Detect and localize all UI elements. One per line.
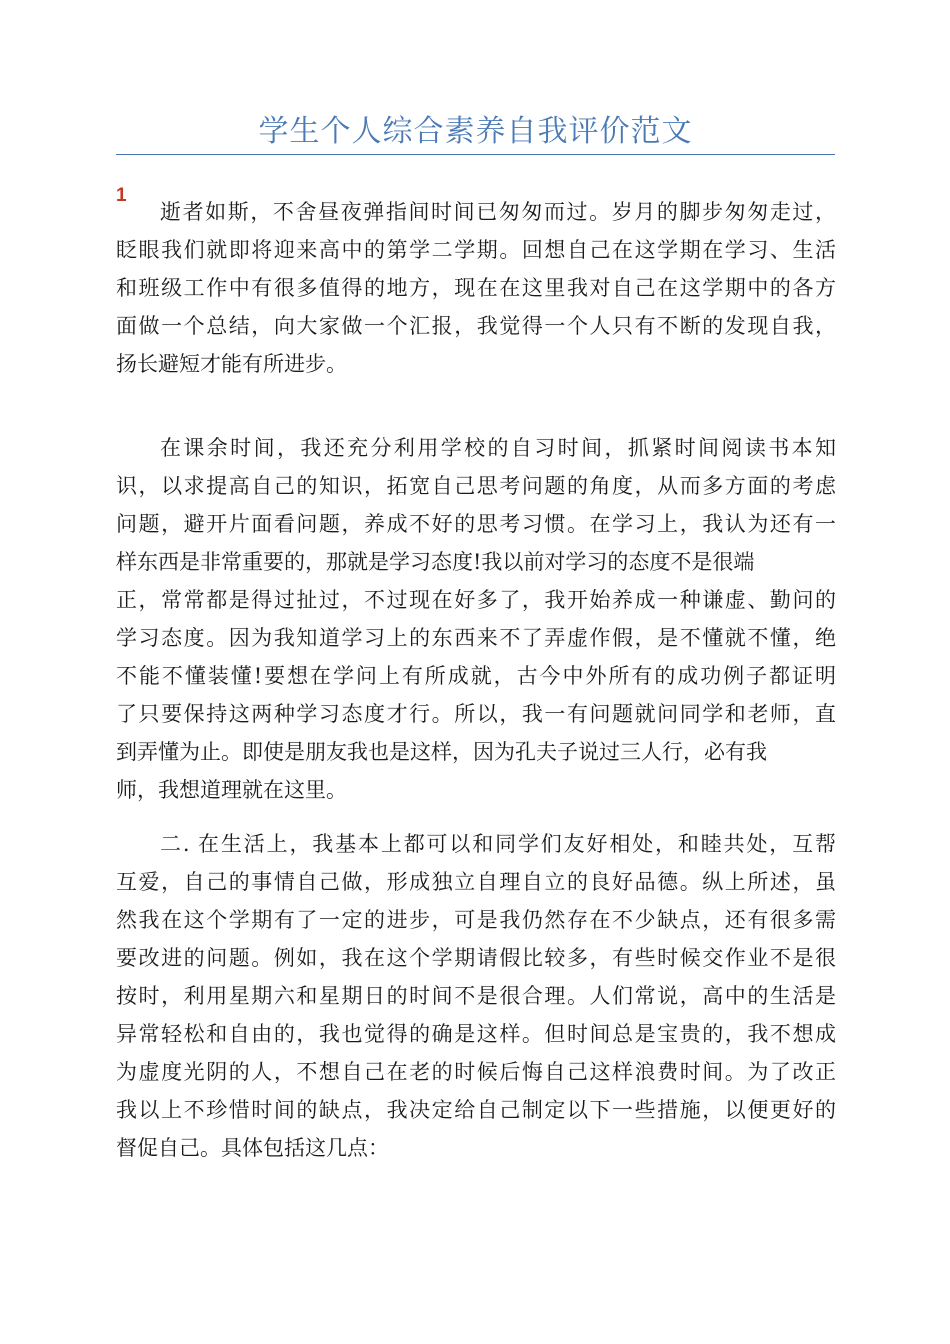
text-line: 不能不懂装懂!要想在学问上有所成就，古今中外所有的成功例子都证明 — [116, 664, 836, 688]
title-underline — [116, 154, 835, 155]
text-line: 要改进的问题。例如，我在这个学期请假比较多，有些时候交作业不是很 — [116, 946, 836, 970]
text-line: 为虚度光阴的人，不想自己在老的时候后悔自己这样浪费时间。为了改正 — [116, 1060, 836, 1084]
text-line: 了只要保持这两种学习态度才行。所以，我一有问题就问同学和老师，直 — [116, 702, 836, 726]
text-line: 正，常常都是得过扯过，不过现在好多了，我开始养成一种谦虚、勤问的 — [116, 588, 836, 612]
text-line: 识，以求提高自己的知识，拓宽自己思考问题的角度，从而多方面的考虑 — [116, 474, 836, 498]
paragraph-1 — [116, 193, 836, 383]
section-number: 1 — [116, 185, 127, 206]
paragraph-3 — [116, 825, 836, 1167]
text-line: 督促自己。具体包括这几点： — [116, 1136, 389, 1160]
paragraph-2 — [116, 429, 836, 809]
text-line: 逝者如斯，不舍昼夜弹指间时间已匆匆而过。岁月的脚步匆匆走过， — [160, 200, 836, 224]
text-line: 样东西是非常重要的，那就是学习态度!我以前对学习的态度不是很端 — [116, 550, 755, 574]
text-line: 师，我想道理就在这里。 — [116, 778, 347, 802]
text-line: 面做一个总结，向大家做一个汇报，我觉得一个人只有不断的发现自我， — [116, 314, 836, 338]
text-line: 互爱，自己的事情自己做，形成独立自理自立的良好品德。纵上所述，虽 — [116, 870, 836, 894]
text-line: 问题，避开片面看问题，养成不好的思考习惯。在学习上，我认为还有一 — [116, 512, 836, 536]
text-line: 我以上不珍惜时间的缺点，我决定给自己制定以下一些措施，以便更好的 — [116, 1098, 836, 1122]
text-line: 然我在这个学期有了一定的进步，可是我仍然存在不少缺点，还有很多需 — [116, 908, 836, 932]
text-line: 在课余时间，我还充分利用学校的自习时间，抓紧时间阅读书本知 — [160, 436, 836, 460]
text-line: 眨眼我们就即将迎来高中的第学二学期。回想自己在这学期在学习、生活 — [116, 238, 836, 262]
text-line: 到弄懂为止。即使是朋友我也是这样，因为孔夫子说过三人行，必有我 — [116, 740, 767, 764]
text-line: 和班级工作中有很多值得的地方，现在在这里我对自己在这学期中的各方 — [116, 276, 836, 300]
text-line: 异常轻松和自由的，我也觉得的确是这样。但时间总是宝贵的，我不想成 — [116, 1022, 836, 1046]
text-line: 学习态度。因为我知道学习上的东西来不了弄虚作假，是不懂就不懂，绝 — [116, 626, 836, 650]
text-line: 按时，利用星期六和星期日的时间不是很合理。人们常说，高中的生活是 — [116, 984, 836, 1008]
text-line: 二. 在生活上，我基本上都可以和同学们友好相处，和睦共处，互帮 — [160, 832, 836, 856]
text-line: 扬长避短才能有所进步。 — [116, 352, 347, 376]
document-title: 学生个人综合素养自我评价范文 — [258, 114, 693, 149]
